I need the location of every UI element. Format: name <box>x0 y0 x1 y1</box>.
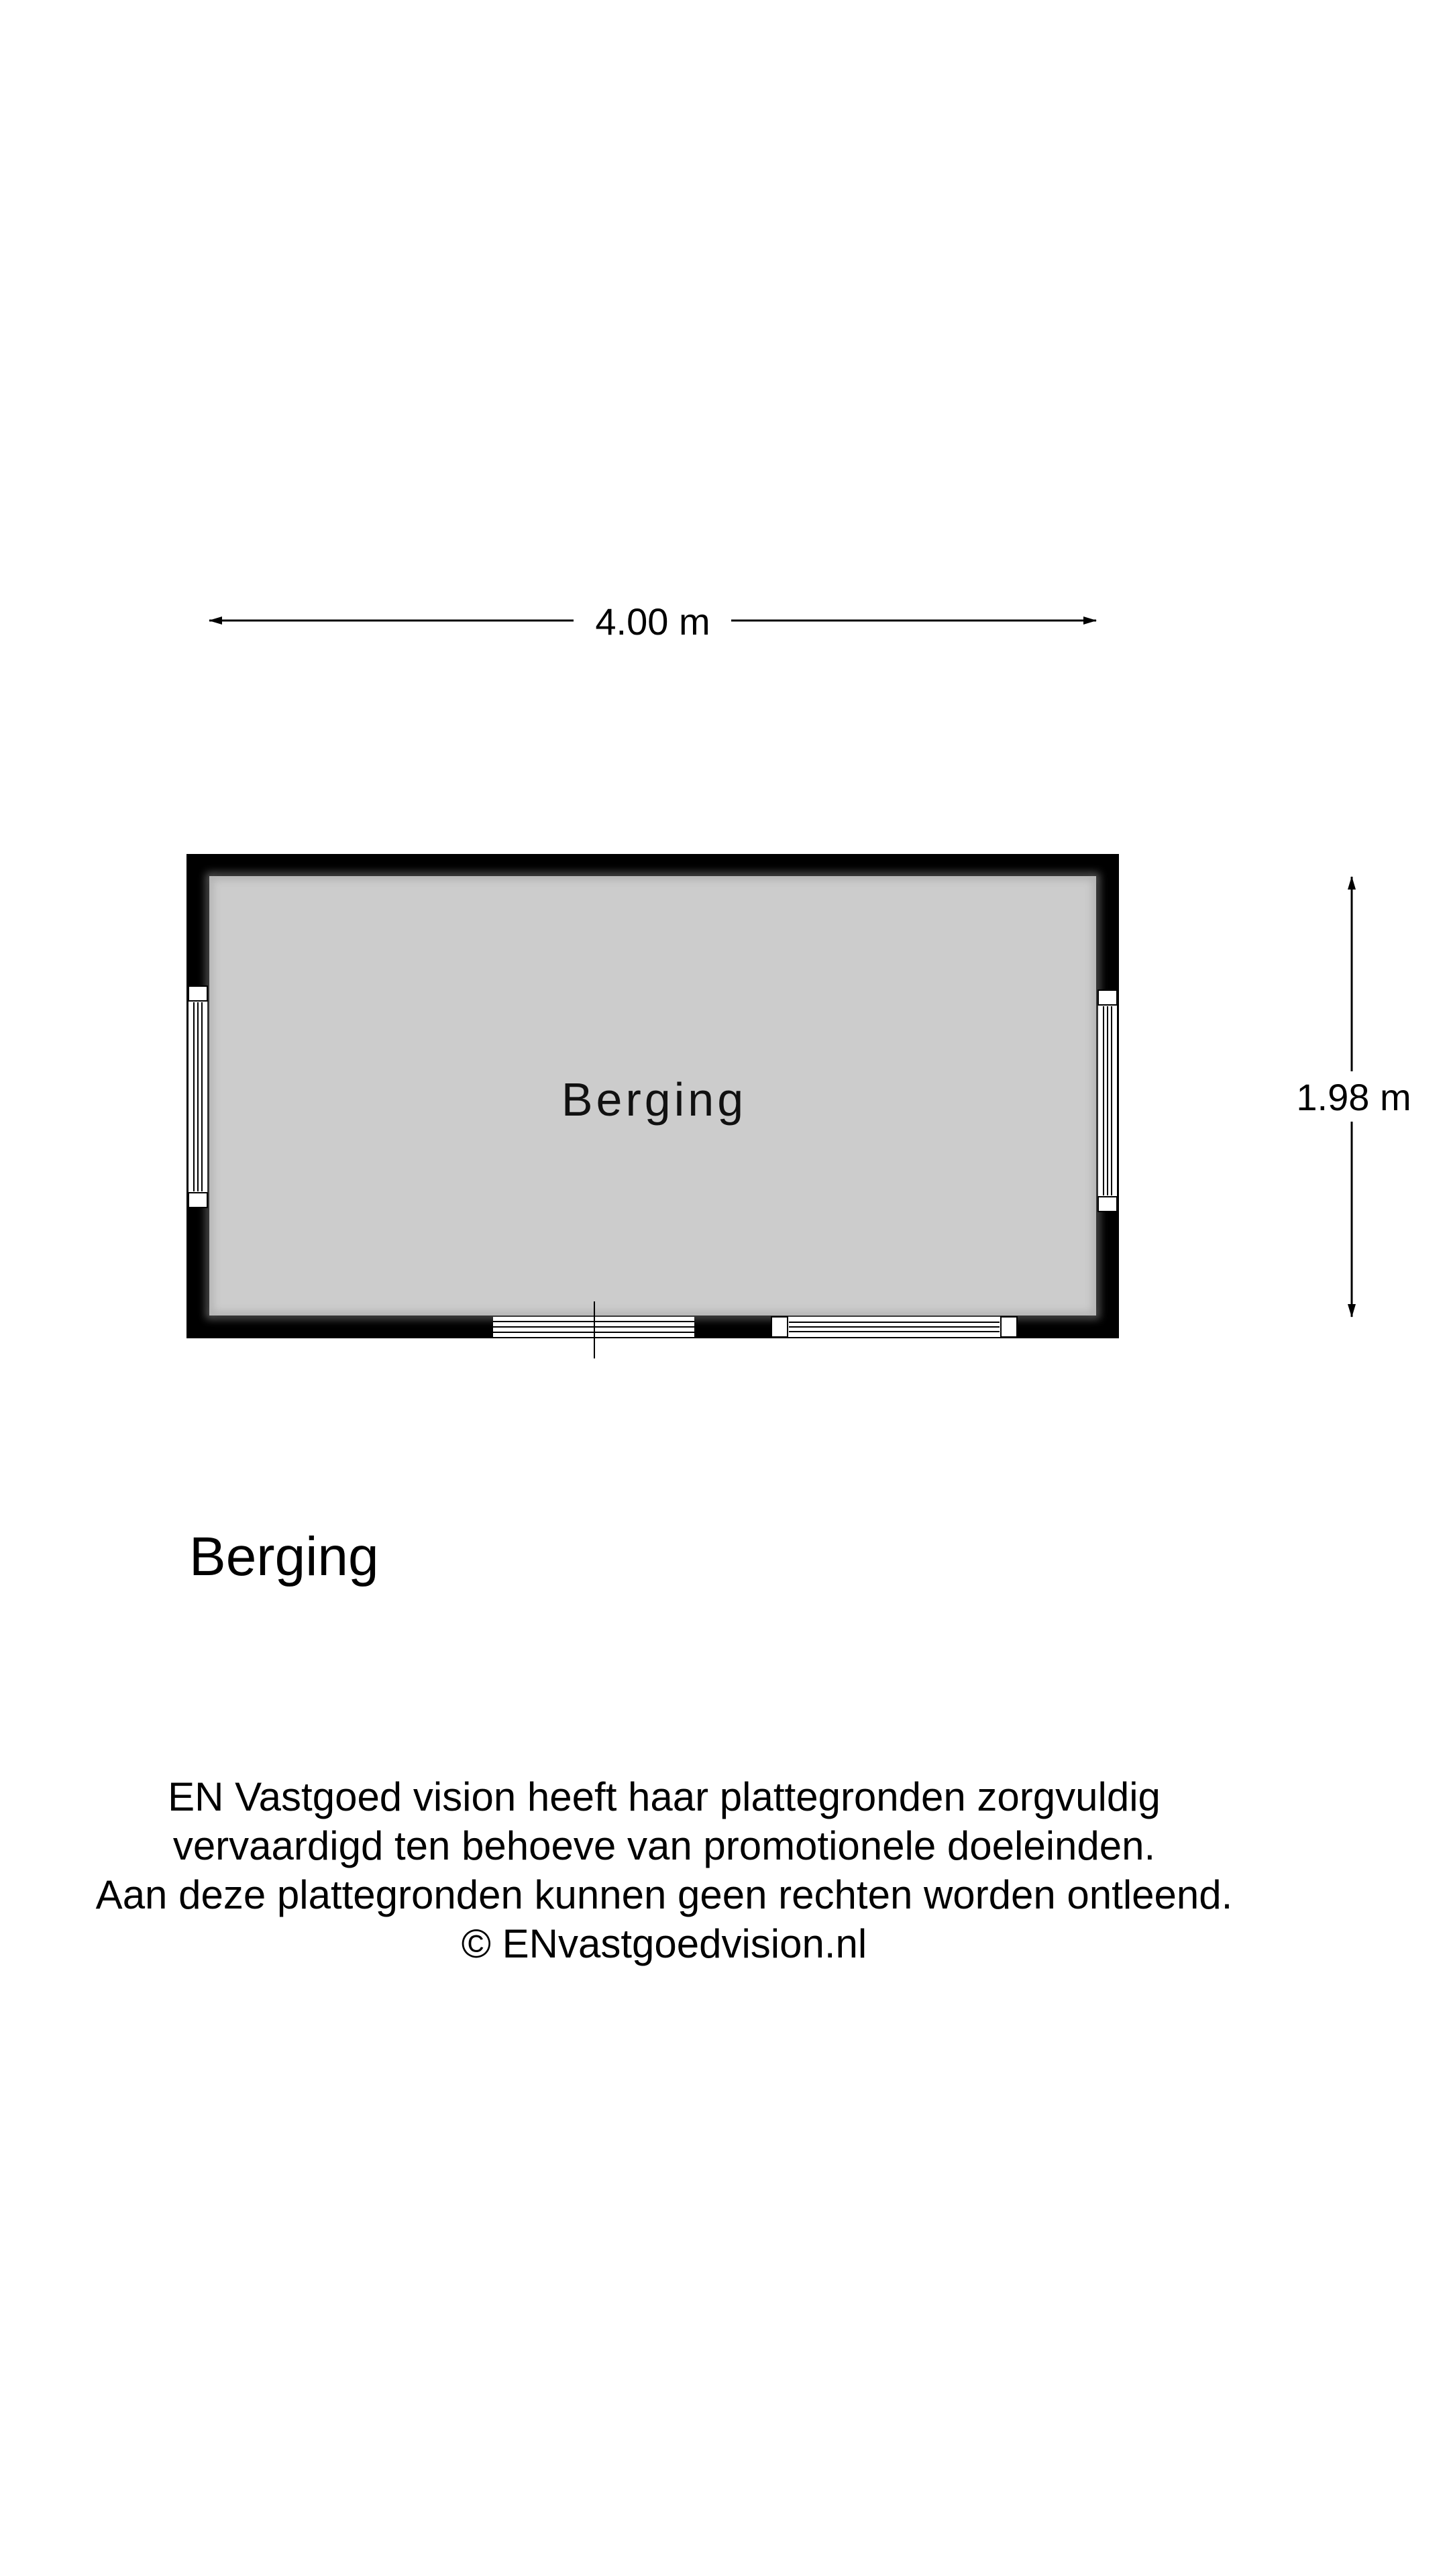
right-window <box>1098 990 1117 1212</box>
room-berging <box>186 854 1119 1358</box>
height-dimension-label: 1.98 m <box>1296 1076 1411 1118</box>
floor-title: Berging <box>189 1526 379 1587</box>
width-dimension-label: 4.00 m <box>595 600 710 643</box>
height-dimension <box>1296 877 1411 1317</box>
disclaimer <box>0 1772 1328 1968</box>
disclaimer-line-4: © ENvastgoedvision.nl <box>461 1921 867 1966</box>
disclaimer-line-3: Aan deze plattegronden kunnen geen rechten worden ontleend. <box>95 1872 1233 1917</box>
disclaimer-line-1: EN Vastgoed vision heeft haar plattegronden zorgvuldig <box>168 1774 1161 1819</box>
bottom-right-window <box>771 1317 1017 1337</box>
width-dimension <box>209 600 1096 643</box>
disclaimer-line-2: vervaardigd ten behoeve van promotionele doeleinden. <box>172 1823 1156 1868</box>
left-window <box>189 986 207 1208</box>
room-label: Berging <box>561 1073 747 1126</box>
